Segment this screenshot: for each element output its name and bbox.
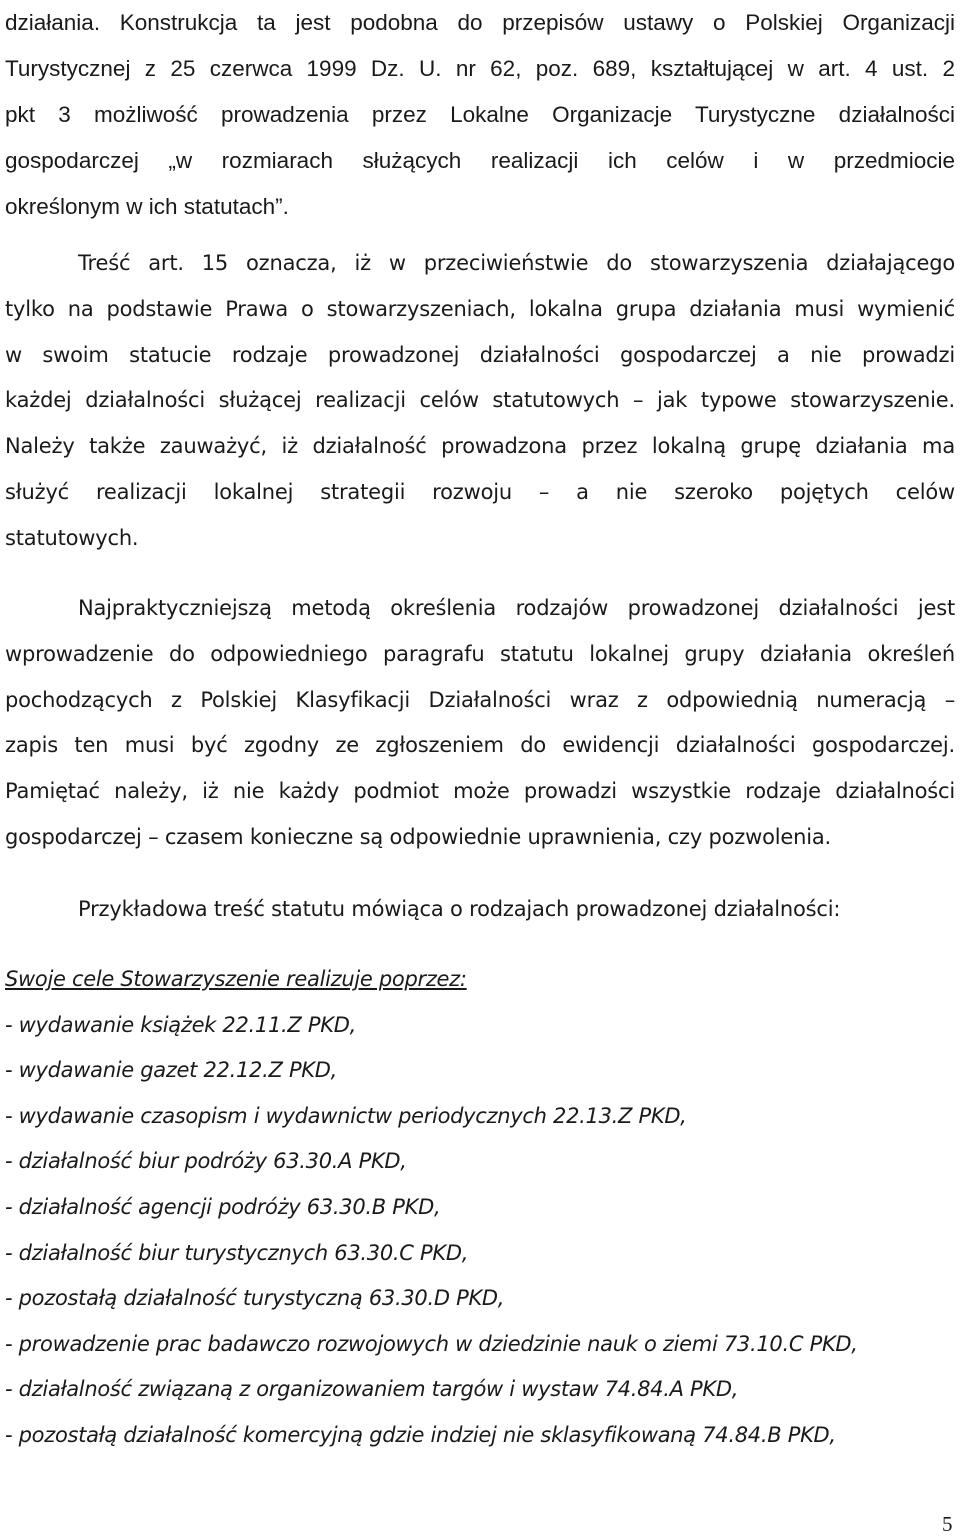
- text-line: tylko na podstawie Prawa o stowarzyszeniach, lokalna grupa działania musi wymienić: [5, 296, 955, 321]
- paragraph-3: [5, 586, 955, 861]
- text-line: w swoim statucie rodzaje prowadzonej działalności gospodarczej a nie prowadzi: [5, 342, 955, 367]
- text-line: Turystycznej z 25 czerwca 1999 Dz. U. nr 62, poz. 689, kształtującej w art. 4 ust. 2: [5, 56, 955, 81]
- statute-intro: Swoje cele Stowarzyszenie realizuje poprzez:: [5, 967, 467, 991]
- statute-example-list: [5, 957, 955, 1459]
- text-line: statutowych.: [5, 525, 139, 550]
- list-item: - działalność agencji podróży 63.30.B PKD,: [5, 1194, 441, 1219]
- text-line: pochodzących z Polskiej Klasyfikacji Działalności wraz z odpowiednią numeracją –: [5, 687, 955, 712]
- text-line: Należy także zauważyć, iż działalność prowadzona przez lokalną grupę działania ma: [5, 434, 955, 459]
- paragraph-4: [5, 887, 955, 933]
- text-line: określonym w ich statutach”.: [5, 194, 289, 219]
- text-line: działania. Konstrukcja ta jest podobna do przepisów ustawy o Polskiej Organizacji: [5, 10, 955, 35]
- text-line: wprowadzenie do odpowiedniego paragrafu statutu lokalnej grupy działania określeń: [5, 641, 955, 666]
- text-line: każdej działalności służącej realizacji celów statutowych – jak typowe stowarzyszenie.: [5, 388, 955, 413]
- list-item: - pozostałą działalność turystyczną 63.30.D PKD,: [5, 1286, 505, 1311]
- paragraph-2: [5, 241, 955, 562]
- text-line: zapis ten musi być zgodny ze zgłoszeniem do ewidencji działalności gospodarczej.: [5, 733, 955, 758]
- text-line: Pamiętać należy, iż nie każdy podmiot może prowadzi wszystkie rodzaje działalności: [5, 779, 955, 804]
- text-line: służyć realizacji lokalnej strategii rozwoju – a nie szeroko pojętych celów: [5, 479, 955, 504]
- text-line: Treść art. 15 oznacza, iż w przeciwieństwie do stowarzyszenia działającego: [78, 251, 955, 275]
- list-item: - działalność biur podróży 63.30.A PKD,: [5, 1149, 407, 1174]
- list-item: - działalność biur turystycznych 63.30.C PKD,: [5, 1240, 469, 1265]
- text-line: gospodarczej „w rozmiarach służących realizacji ich celów i w przedmiocie: [5, 148, 955, 173]
- list-item: - pozostałą działalność komercyjną gdzie indziej nie sklasyfikowaną 74.84.B PKD,: [5, 1422, 836, 1447]
- list-item: - prowadzenie prac badawczo rozwojowych w dziedzinie nauk o ziemi 73.10.C PKD,: [5, 1331, 858, 1356]
- text-line: Przykładowa treść statutu mówiąca o rodzajach prowadzonej działalności:: [78, 897, 841, 921]
- list-item: - wydawanie gazet 22.12.Z PKD,: [5, 1058, 338, 1083]
- list-item: - wydawanie czasopism i wydawnictw periodycznych 22.13.Z PKD,: [5, 1103, 687, 1128]
- text-line: pkt 3 możliwość prowadzenia przez Lokalne Organizacje Turystyczne działalności: [5, 102, 955, 127]
- page-number: 5: [942, 1512, 953, 1536]
- text-line: Najpraktyczniejszą metodą określenia rodzajów prowadzonej działalności jest: [78, 596, 955, 620]
- list-item: - działalność związaną z organizowaniem targów i wystaw 74.84.A PKD,: [5, 1377, 739, 1402]
- list-item: - wydawanie książek 22.11.Z PKD,: [5, 1012, 356, 1037]
- paragraph-1: [5, 0, 955, 230]
- text-line: gospodarczej – czasem konieczne są odpowiednie uprawnienia, czy pozwolenia.: [5, 824, 831, 849]
